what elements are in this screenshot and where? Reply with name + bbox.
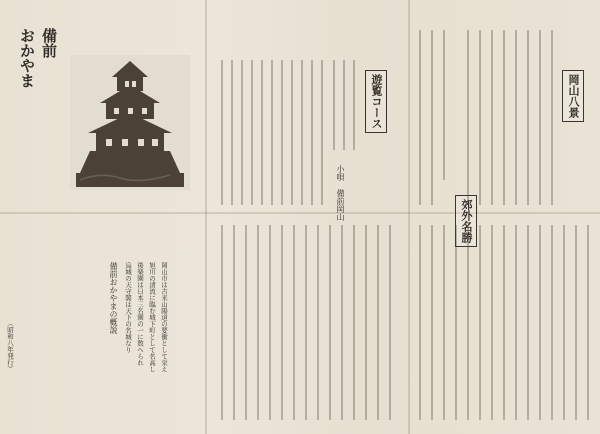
body-text-col2: 旭川の清流に臨む城下町として名高し xyxy=(148,262,156,373)
gaisetsu-heading: 備前おかやまの概説 xyxy=(109,262,118,334)
song-heading: 小唄 備前岡山 xyxy=(336,165,345,221)
cover-title-bizen: 備前 xyxy=(40,28,58,58)
body-text-col3: 後楽園は日本三名園の一に数へられ xyxy=(136,262,144,366)
okayama-hakkei-heading: 岡山八景 xyxy=(567,74,580,118)
cover-title-okayama: おかやま xyxy=(18,28,36,88)
kougai-meisho-heading: 郊外名勝 xyxy=(460,199,473,243)
yuuran-course-heading: 遊覧コース xyxy=(370,74,383,129)
cover-credit: （昭和八年発行） xyxy=(6,320,14,372)
body-text-col4: 烏城の天守閣は天下の名城なり xyxy=(124,262,132,353)
body-text-col1: 岡山市は古来山陽道の要衝として栄え xyxy=(160,262,168,373)
